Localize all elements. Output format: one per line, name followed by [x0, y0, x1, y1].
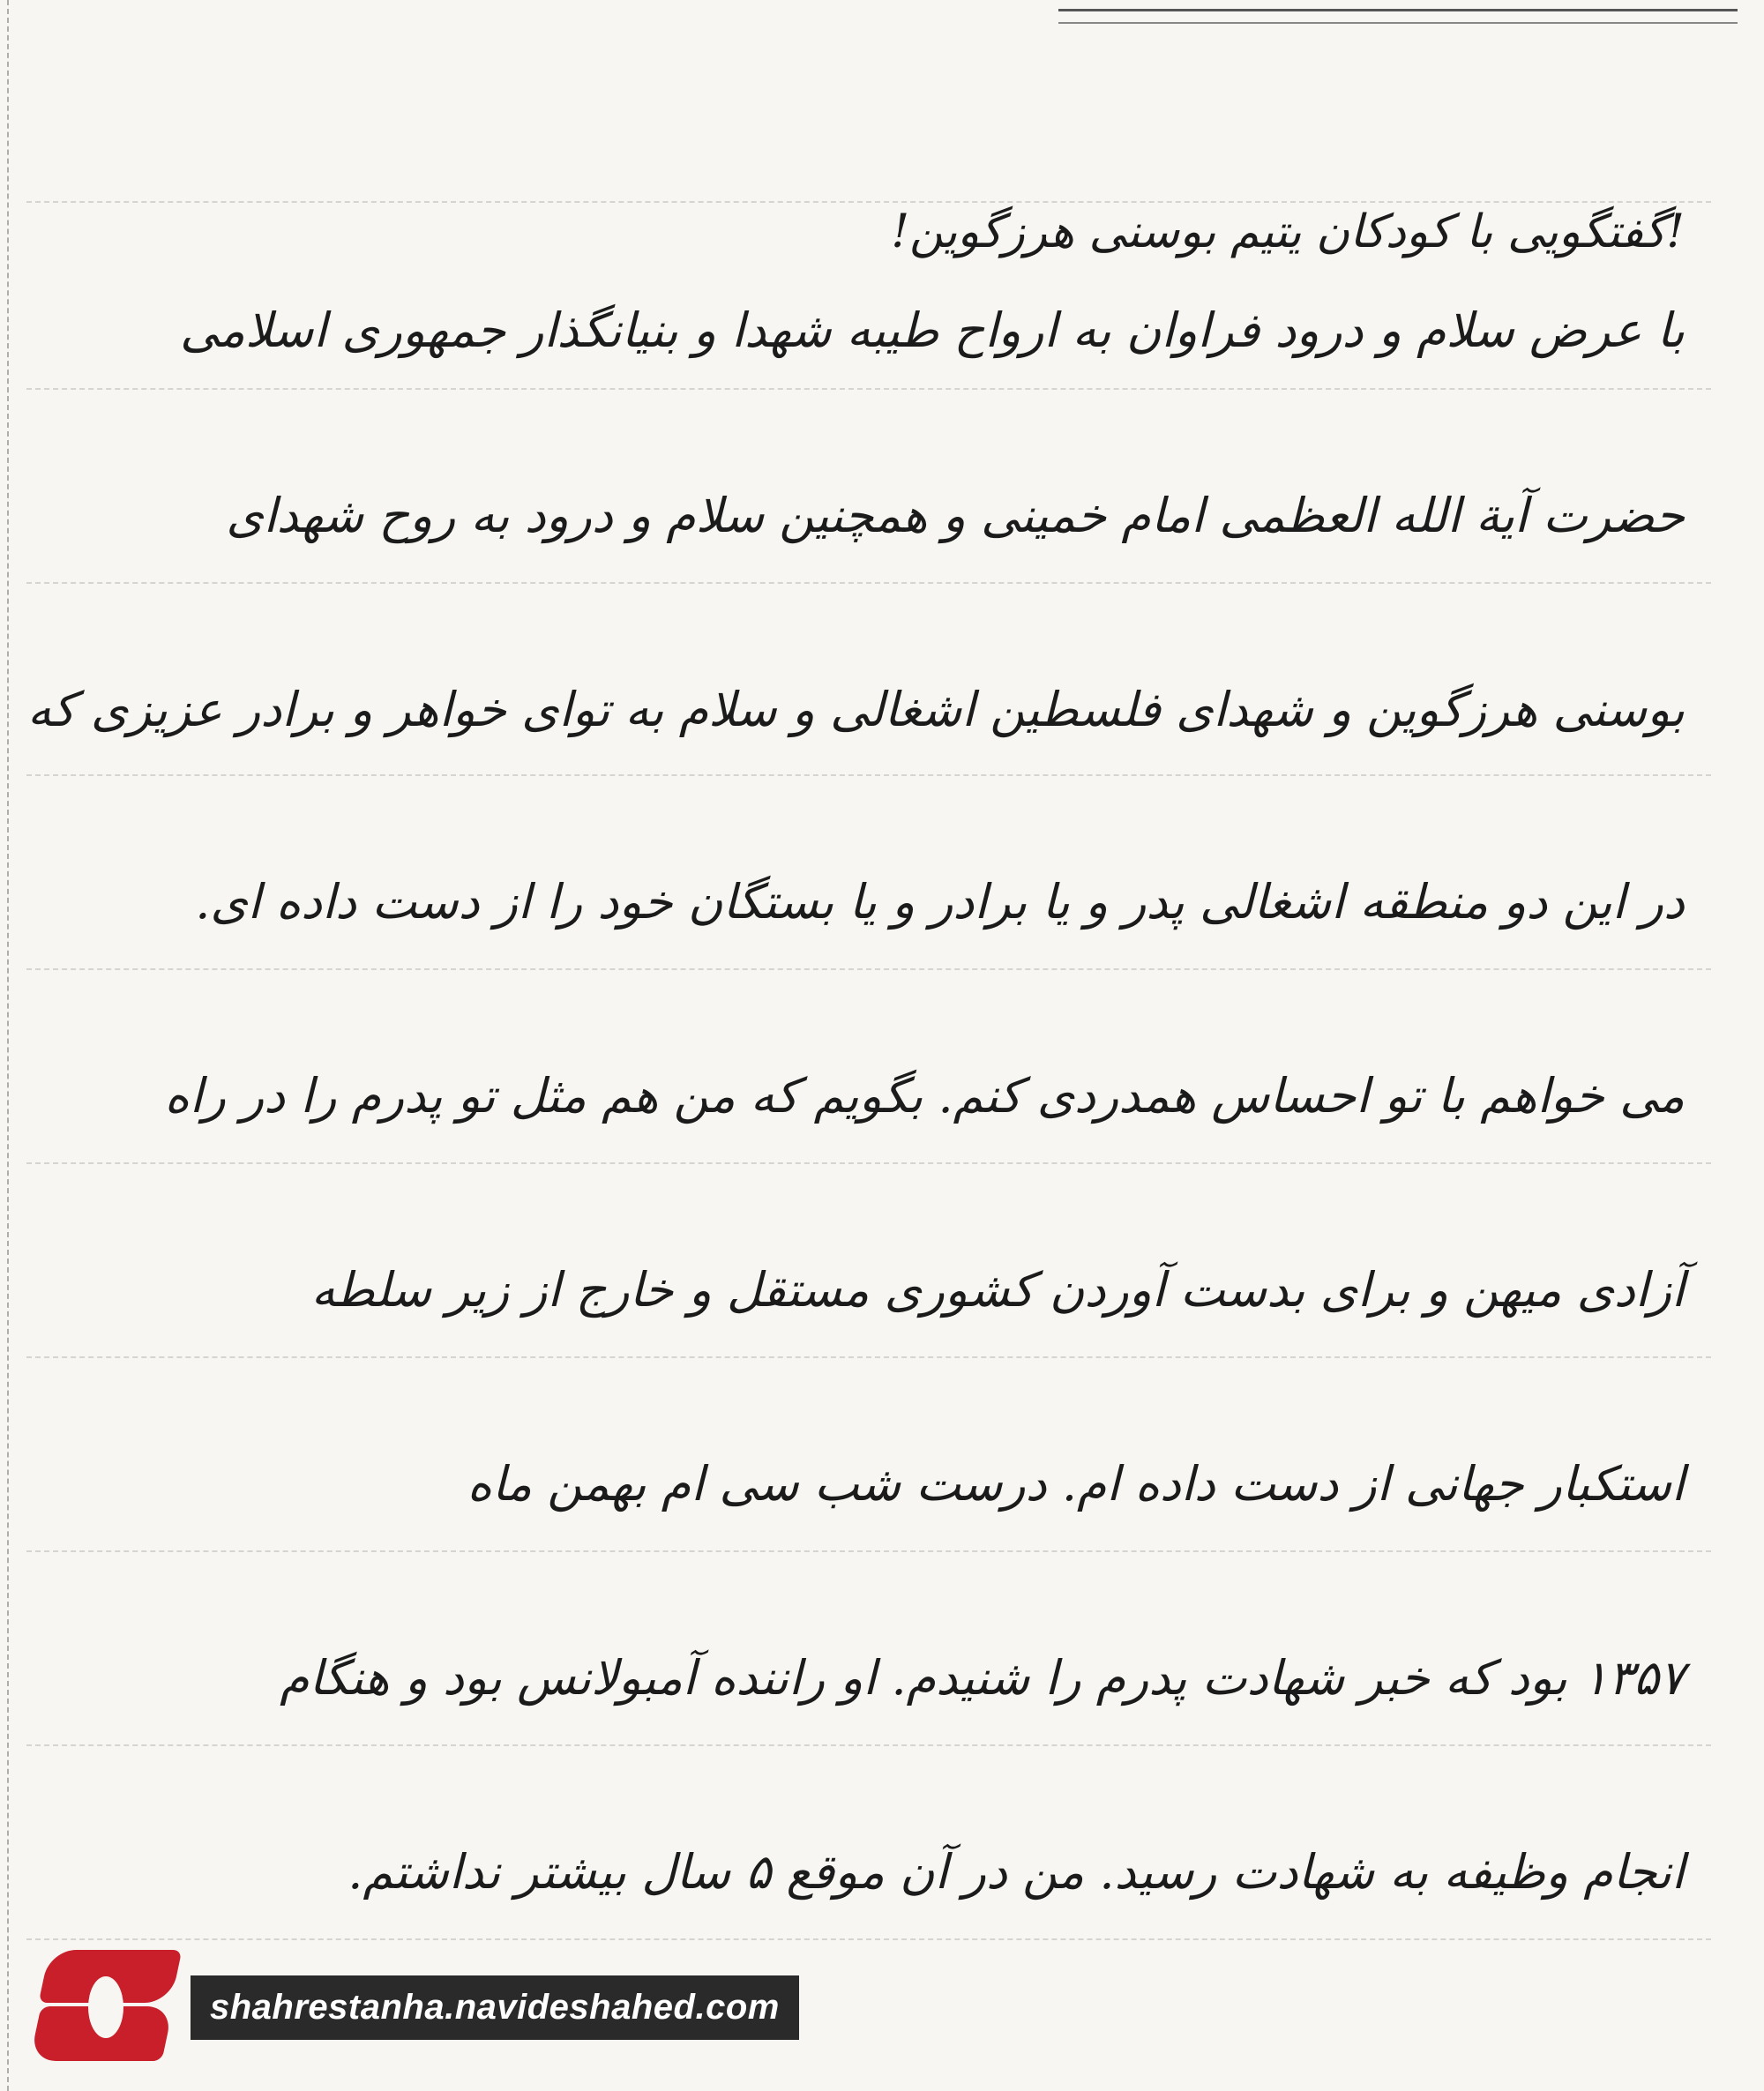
ruled-line — [26, 1550, 1711, 1552]
navideshahed-logo — [35, 1950, 176, 2065]
letter-title: !گفتگویی با کودکان یتیم بوسنی هرزگوین! — [891, 205, 1685, 258]
ruled-line — [26, 1938, 1711, 1940]
paper-left-margin — [7, 0, 14, 2091]
letter-line-5: می خواهم با تو احساس همدردی کنم. بگویم که من هم مثل تو پدرم را در راه — [164, 1068, 1685, 1124]
letter-line-9: انجام وظیفه به شهادت رسید. من در آن موقع ۵ سال بیشتر نداشتم. — [348, 1844, 1685, 1900]
letter-line-8: ۱۳۵۷ بود که خبر شهادت پدرم را شنیدم. او راننده آمبولانس بود و هنگام — [280, 1650, 1685, 1706]
ruled-line — [26, 582, 1711, 584]
ruled-line — [26, 388, 1711, 390]
site-watermark — [35, 1950, 799, 2065]
ruled-line — [26, 1356, 1711, 1358]
letter-line-3: بوسنی هرزگوین و شهدای فلسطین اشغالی و سلام به توای خواهر و برادر عزیزی که — [27, 682, 1685, 737]
letter-line-1: با عرض سلام و درود فراوان به ارواح طیبه شهدا و بنیانگذار جمهوری اسلامی — [179, 302, 1685, 358]
ruled-line — [26, 968, 1711, 970]
ruled-line — [26, 774, 1711, 776]
site-url[interactable]: shahrestanha.navideshahed.com — [191, 1975, 799, 2040]
letter-line-6: آزادی میهن و برای بدست آوردن کشوری مستقل و خارج از زیر سلطه — [310, 1262, 1685, 1318]
letter-line-2: حضرت آیة الله العظمی امام خمینی و همچنین سلام و درود به روح شهدای — [226, 488, 1685, 543]
ruled-line — [26, 1744, 1711, 1746]
ruled-line — [26, 1162, 1711, 1164]
letter-line-7: استکبار جهانی از دست داده ام. درست شب سی ام بهمن ماه — [467, 1456, 1685, 1512]
paper-top-edge — [1058, 9, 1738, 24]
letter-line-4: در این دو منطقه اشغالی پدر و یا برادر و یا بستگان خود را از دست داده ای. — [195, 874, 1685, 930]
